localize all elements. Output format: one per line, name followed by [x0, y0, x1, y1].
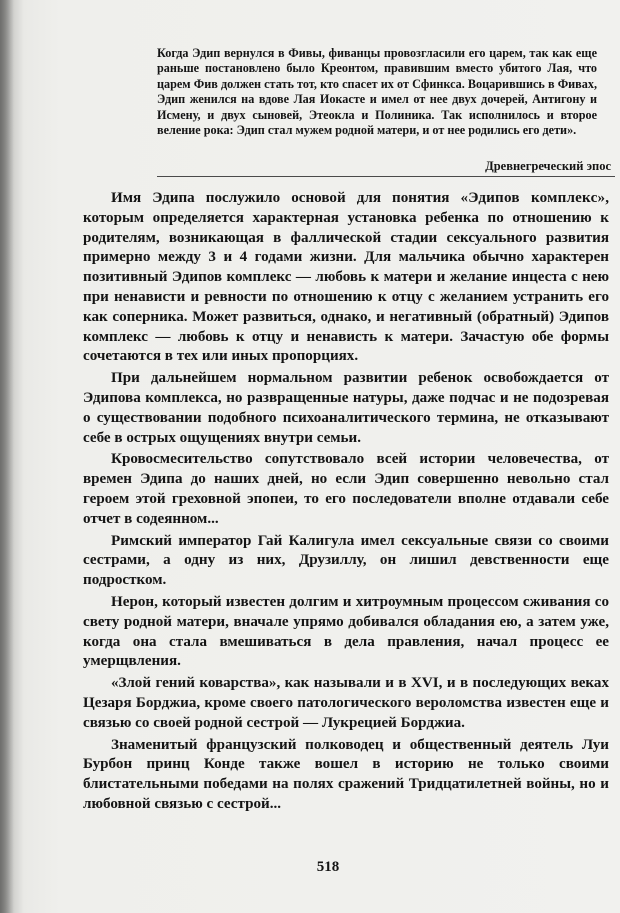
epigraph-text: Когда Эдип вернулся в Фивы, фиванцы провозгласили его царем, так как еще раньше постановлено было Креонтом, правившим вместо убитого Лая, что царем Фив должен стать тот, кто спасет их от Сфинкса. Воцарившись в Фивах, Эдип женился на вдове Лая Иокасте и имел от нее двух дочерей, Антигону и Исмену, и двух сыновей, Этеокла и Полиника. Так исполнилось и второе веление рока: Эдип стал мужем родной матери, и от нее родились его дети». — [157, 46, 597, 138]
epigraph-source: Древнегреческий эпос — [485, 159, 611, 173]
paragraph-7: Знаменитый французский полководец и общественный деятель Луи Бурбон принц Конде также вошел в историю не только своими блистательными победами на полях сражений Тридцатилетней войны, но и любовной связью с сестрой... — [83, 736, 609, 812]
paragraph-4: Римский император Гай Калигула имел сексуальные связи со своими сестрами, а одну из них, Друзиллу, он лишил девственности еще подростком. — [83, 532, 609, 589]
epigraph — [157, 46, 597, 138]
paragraph-2: При дальнейшем нормальном развитии ребенок освобождается от Эдипова комплекса, но развращенные натуры, даже подчас и не подозревая о существовании подобного психоаналитического термина, не отказывают себе в острых ощущениях внутри семьи. — [83, 370, 609, 446]
paragraph-6: «Злой гений коварства», как называли и в XVI, и в последующих веках Цезаря Борджиа, кроме своего патологического вероломства известен еще и связью со своей родной сестрой — Лукрецией Борджиа. — [83, 675, 609, 731]
term-oedipus-complex: «Эдипов комплекс» — [460, 190, 606, 206]
paragraph-1-lead: Имя Эдипа послужило основой для понятия — [111, 190, 461, 206]
divider-rule — [157, 176, 615, 177]
paragraph-1 — [83, 189, 609, 367]
page-number: 518 — [316, 859, 340, 875]
binding-shadow — [0, 0, 14, 913]
paragraph-5: Нерон, который известен долгим и хитроумным процессом сживания со свету родной матери, вначале упрямо добивался обладания ею, а затем уже, когда она стала вмешиваться в дела правления, начал процесс ее умерщвления. — [83, 593, 609, 670]
paragraph-3: Кровосмесительство сопутствовало всей истории человечества, от времен Эдипа до наших дней, но если Эдип совершенно невольно стал героем этой греховной эпопеи, то его последователи вполне отдавали себе отчет в содеянном... — [83, 451, 609, 527]
main-text — [83, 189, 609, 817]
paragraph-1-rest: , которым определяется характерная установка ребенка по отношению к родителям, возникающая в фаллической стадии сексуального развития примерно между 3 и 4 годами жизни. Для мальчика обычно характерен позитивный Эдипов комплекс — любовь к матери и желание инцеста с нею при ненависти и ревности по отношению к отцу с желанием устранить его как соперника. Может развиться, однако, и негативный (обратный) Эдипов комплекс — любовь к отцу и ненависть к матери. Зачастую обе формы сочетаются в тех или иных пропорциях. — [83, 190, 609, 365]
